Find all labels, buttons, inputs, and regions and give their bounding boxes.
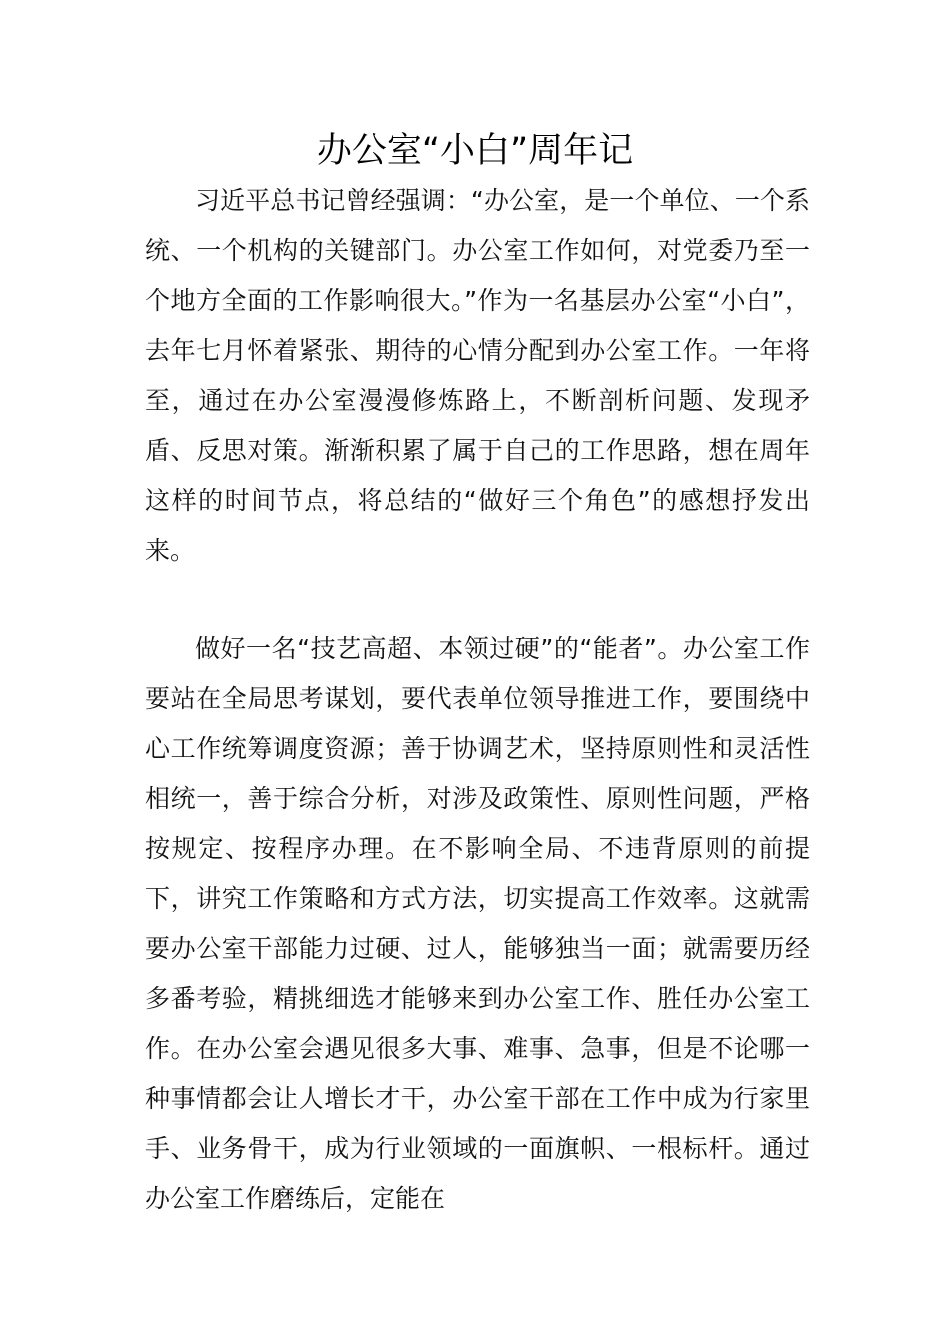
paragraph-capable-role: 做好一名“技艺高超、本领过硬”的“能者”。办公室工作要站在全局思考谋划，要代表单位领导推进工作，要围绕中心工作统筹调度资源；善于协调艺术，坚持原则性和灵活性相统一，善于综合分析，对涉及政策性、原则性问题，严格按规定、按程序办理。在不影响全局、不违背原则的前提下，讲究工作策略和方式方法，切实提高工作效率。这就需要办公室干部能力过硬、过人，能够独当一面；就需要历经多番考验，精挑细选才能够来到办公室工作、胜任办公室工作。在办公室会遇见很多大事、难事、急事，但是不论哪一种事情都会让人增长才干，办公室干部在工作中成为行家里手、业务骨干，成为行业领域的一面旗帜、一根标杆。通过办公室工作磨练后，定能在 — [145, 634, 810, 1213]
paragraph-intro: 习近平总书记曾经强调：“办公室，是一个单位、一个系统、一个机构的关键部门。办公室工作如何，对党委乃至一个地方全面的工作影响很大。”作为一名基层办公室“小白”，去年七月怀着紧张、期待的心情分配到办公室工作。一年将至，通过在办公室漫漫修炼路上，不断剖析问题、发现矛盾、反思对策。渐渐积累了属于自己的工作思路，想在周年这样的时间节点，将总结的“做好三个角色”的感想抒发出来。 — [145, 186, 810, 565]
document-title: 办公室“小白”周年记 — [316, 131, 634, 171]
